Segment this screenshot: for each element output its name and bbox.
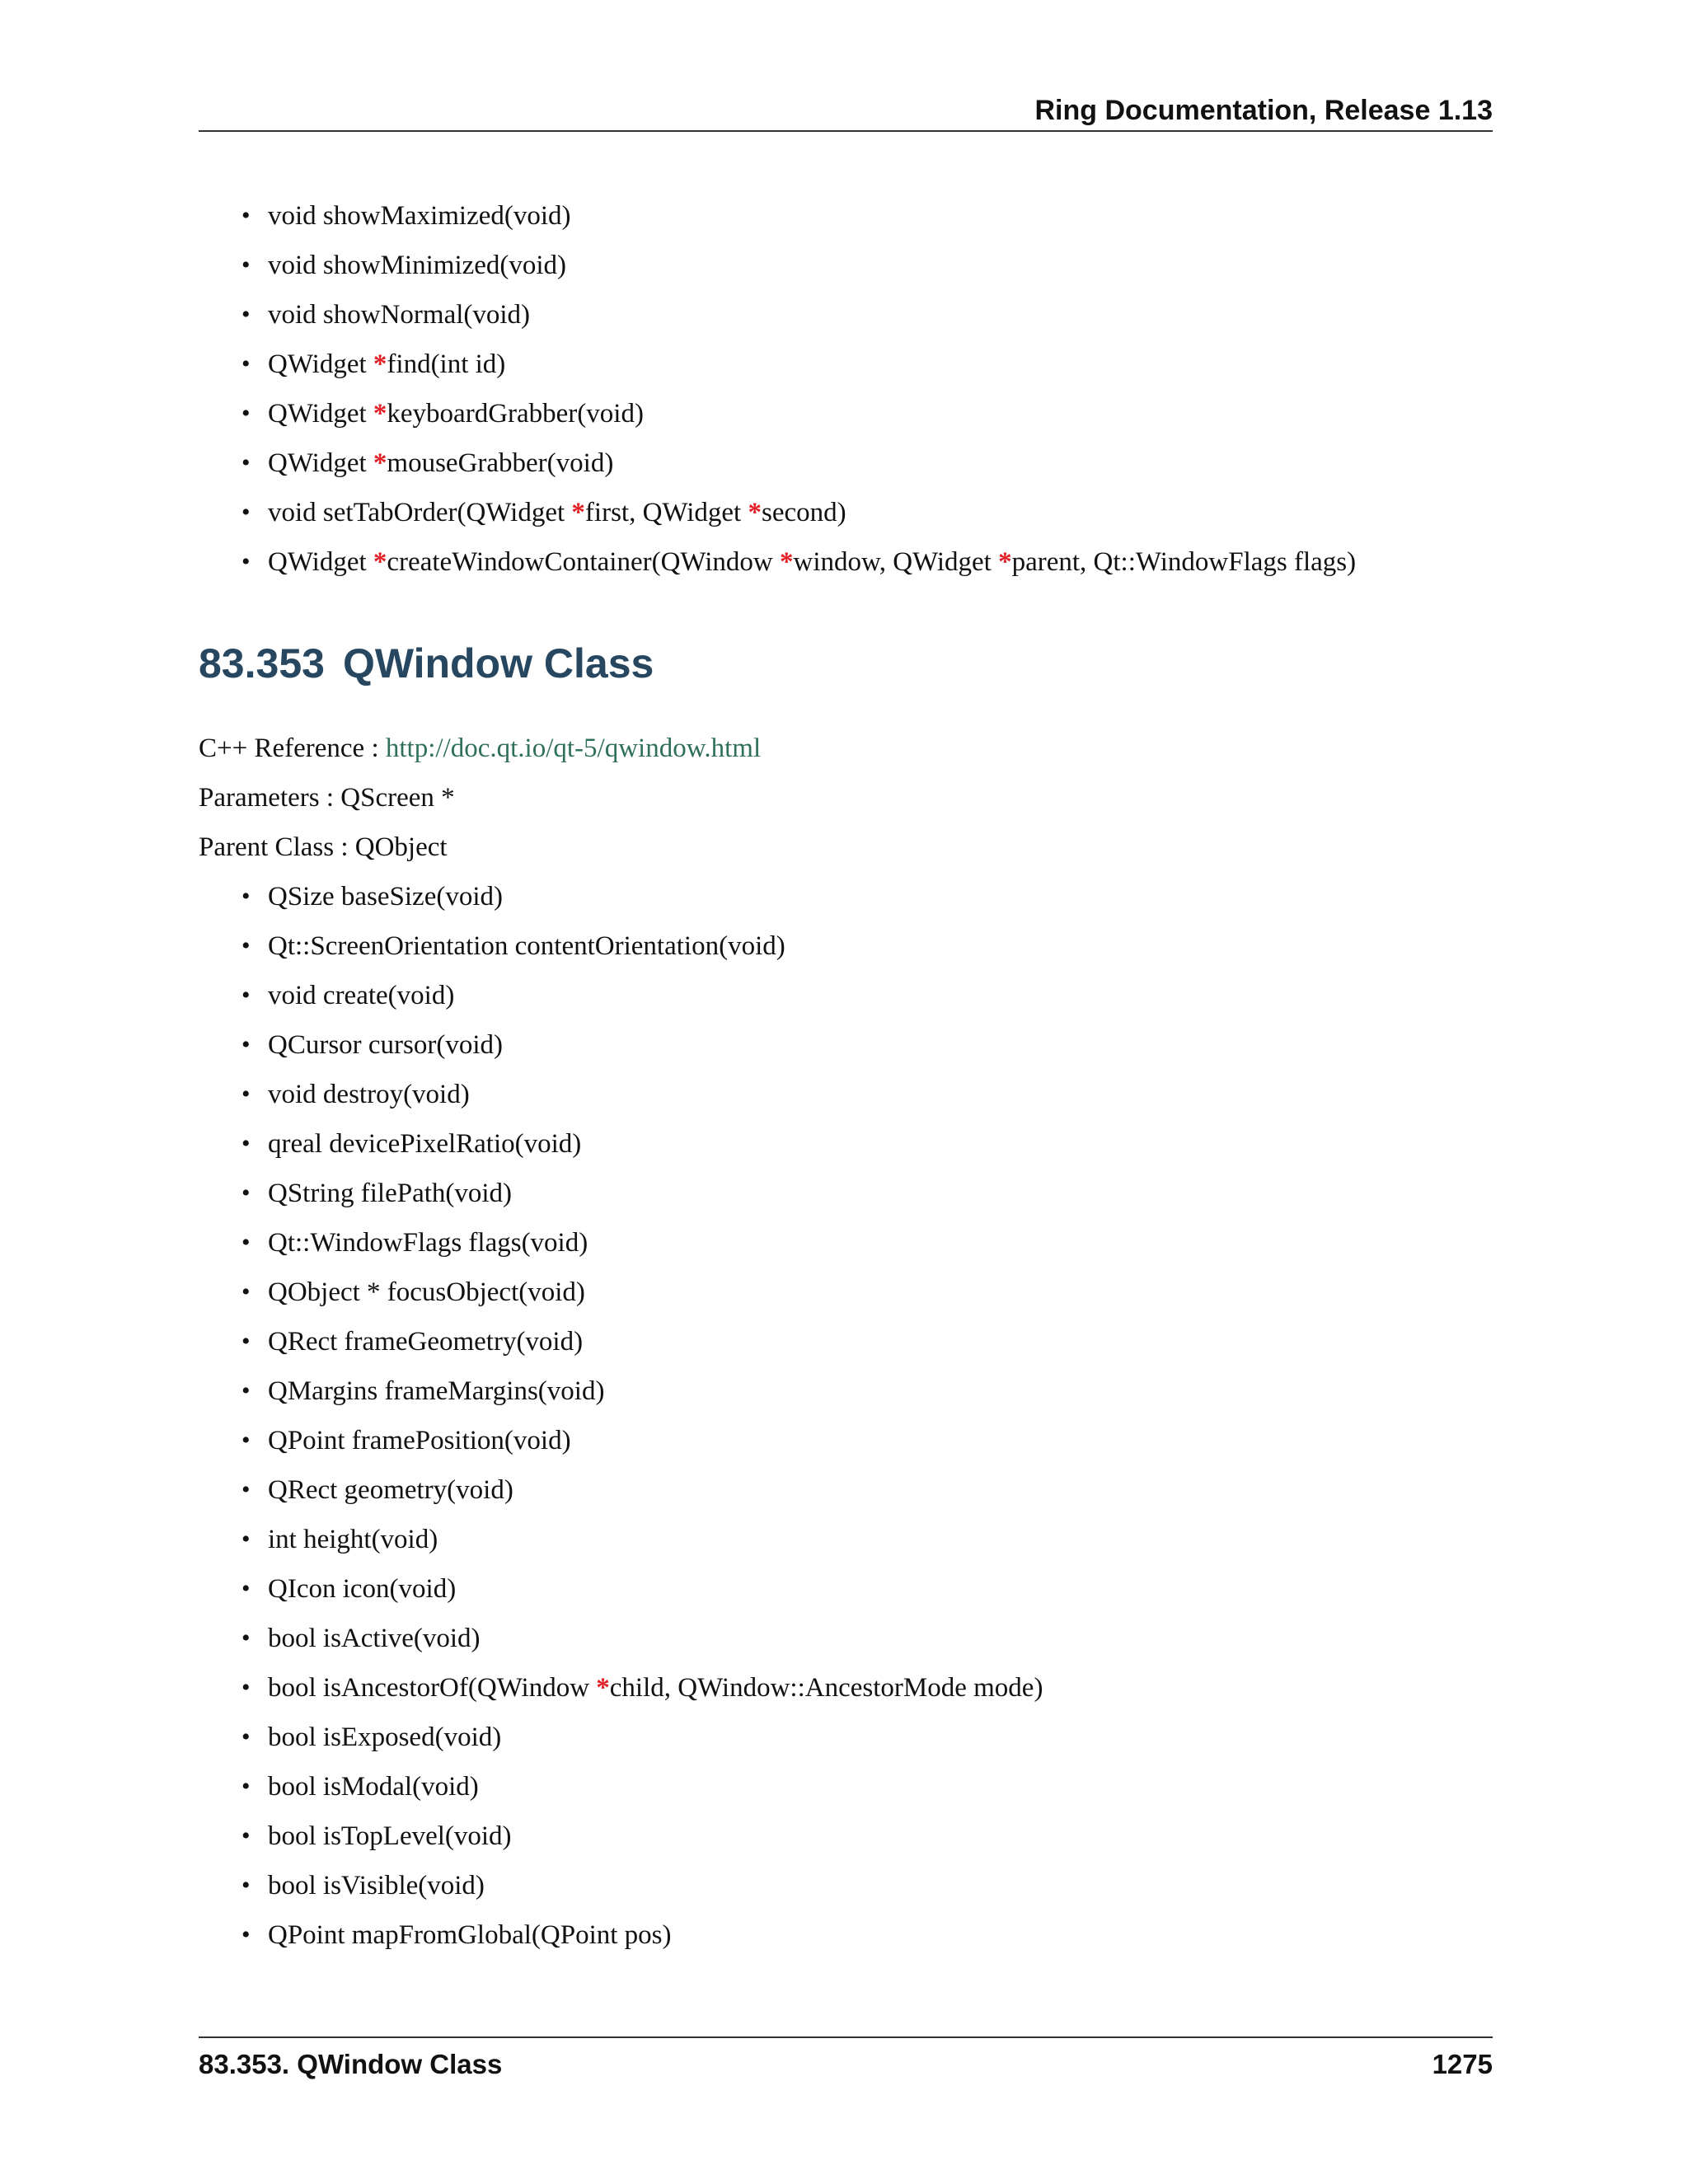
list-item-text: Qt::WindowFlags flags(void) bbox=[268, 1228, 588, 1258]
bullet-icon: • bbox=[241, 1229, 251, 1256]
list-item bbox=[199, 1564, 1493, 1614]
list-item bbox=[199, 1811, 1493, 1861]
list-item-text: child, QWindow::AncestorMode mode) bbox=[609, 1673, 1043, 1703]
bullet-icon: • bbox=[241, 1575, 251, 1602]
list-item-text: void showMaximized(void) bbox=[268, 201, 571, 231]
list-item bbox=[199, 488, 1493, 537]
list-item-text: QMargins frameMargins(void) bbox=[268, 1376, 605, 1406]
bullet-icon: • bbox=[241, 350, 251, 377]
list-item bbox=[199, 1762, 1493, 1811]
bullet-icon: • bbox=[241, 202, 251, 229]
list-item bbox=[199, 1465, 1493, 1515]
bullet-icon: • bbox=[241, 1278, 251, 1305]
bullet-icon: • bbox=[241, 1031, 251, 1058]
bullet-icon: • bbox=[241, 449, 251, 476]
cpp-reference-link[interactable]: http://doc.qt.io/qt-5/qwindow.html bbox=[385, 733, 762, 763]
list-item bbox=[199, 191, 1493, 241]
list-item-text: void showNormal(void) bbox=[268, 300, 531, 330]
bullet-icon: • bbox=[241, 1624, 251, 1652]
footer-page-number: 1275 bbox=[1432, 2049, 1493, 2079]
list-item-text: keyboardGrabber(void) bbox=[387, 399, 644, 429]
list-item-text: QRect frameGeometry(void) bbox=[268, 1327, 584, 1357]
method-list-qwindow bbox=[199, 872, 1493, 1960]
pointer-asterisk: * bbox=[373, 399, 387, 429]
bullet-icon: • bbox=[241, 400, 251, 427]
list-item bbox=[199, 1366, 1493, 1416]
list-item bbox=[199, 241, 1493, 290]
list-item-text: find(int id) bbox=[387, 349, 506, 379]
pointer-asterisk: * bbox=[596, 1673, 610, 1703]
bullet-icon: • bbox=[241, 1723, 251, 1750]
list-item-text: QSize baseSize(void) bbox=[268, 882, 503, 912]
list-item bbox=[199, 1416, 1493, 1465]
list-item-text: bool isAncestorOf(QWindow bbox=[268, 1673, 597, 1703]
list-item bbox=[199, 1713, 1493, 1762]
list-item-text: Qt::ScreenOrientation contentOrientation(void) bbox=[268, 931, 785, 961]
list-item-text: QPoint mapFromGlobal(QPoint pos) bbox=[268, 1920, 672, 1950]
list-item bbox=[199, 921, 1493, 971]
method-list-top bbox=[199, 191, 1493, 587]
parameters-line: Parameters : QScreen * bbox=[199, 783, 455, 813]
bullet-icon: • bbox=[241, 982, 251, 1009]
list-item-text: QString filePath(void) bbox=[268, 1179, 513, 1208]
running-header bbox=[199, 91, 1493, 132]
bullet-icon: • bbox=[241, 1526, 251, 1553]
list-item bbox=[199, 438, 1493, 488]
running-footer bbox=[199, 2036, 1493, 2084]
section-heading bbox=[199, 635, 654, 692]
bullet-icon: • bbox=[241, 1179, 251, 1207]
list-item-text: QIcon icon(void) bbox=[268, 1574, 457, 1604]
list-item-text: void showMinimized(void) bbox=[268, 251, 567, 280]
list-item bbox=[199, 1614, 1493, 1663]
list-item-text: QCursor cursor(void) bbox=[268, 1030, 504, 1060]
bullet-icon: • bbox=[241, 1476, 251, 1503]
list-item-text: bool isExposed(void) bbox=[268, 1722, 502, 1752]
bullet-icon: • bbox=[241, 1921, 251, 1948]
list-item-text: QWidget bbox=[268, 547, 373, 577]
list-item-text: mouseGrabber(void) bbox=[387, 448, 614, 478]
bullet-icon: • bbox=[241, 1080, 251, 1108]
list-item-text: window, QWidget bbox=[793, 547, 999, 577]
bullet-icon: • bbox=[241, 1377, 251, 1404]
list-item-text: QWidget bbox=[268, 448, 373, 478]
list-item-text: void create(void) bbox=[268, 981, 455, 1010]
list-item bbox=[199, 389, 1493, 438]
bullet-icon: • bbox=[241, 1328, 251, 1355]
pointer-asterisk: * bbox=[998, 547, 1012, 577]
footer-section: 83.353. QWindow Class bbox=[199, 2049, 503, 2079]
list-item bbox=[199, 1070, 1493, 1119]
pointer-asterisk: * bbox=[780, 547, 794, 577]
bullet-icon: • bbox=[241, 1773, 251, 1800]
cpp-reference-line bbox=[199, 724, 761, 773]
bullet-icon: • bbox=[241, 1674, 251, 1701]
pointer-asterisk: * bbox=[373, 448, 387, 478]
list-item-text: QWidget bbox=[268, 399, 373, 429]
list-item-text: QPoint framePosition(void) bbox=[268, 1426, 571, 1455]
pointer-asterisk: * bbox=[748, 498, 762, 527]
list-item bbox=[199, 1861, 1493, 1910]
list-item bbox=[199, 971, 1493, 1020]
list-item bbox=[199, 1268, 1493, 1317]
bullet-icon: • bbox=[241, 1872, 251, 1899]
bullet-icon: • bbox=[241, 1822, 251, 1849]
bullet-icon: • bbox=[241, 1427, 251, 1454]
section-number: 83.353 bbox=[199, 640, 325, 687]
list-item bbox=[199, 1515, 1493, 1564]
list-item bbox=[199, 1663, 1493, 1713]
list-item-text: void setTabOrder(QWidget bbox=[268, 498, 572, 527]
list-item bbox=[199, 340, 1493, 389]
list-item bbox=[199, 537, 1493, 587]
list-item bbox=[199, 1317, 1493, 1366]
bullet-icon: • bbox=[241, 883, 251, 910]
list-item-text: second) bbox=[761, 498, 846, 527]
header-title: Ring Documentation, Release 1.13 bbox=[1034, 95, 1493, 126]
pointer-asterisk: * bbox=[373, 349, 387, 379]
list-item-text: parent, Qt::WindowFlags flags) bbox=[1011, 547, 1357, 577]
list-item-text: first, QWidget bbox=[584, 498, 748, 527]
list-item bbox=[199, 1119, 1493, 1169]
bullet-icon: • bbox=[241, 548, 251, 575]
list-item-text: bool isModal(void) bbox=[268, 1772, 479, 1802]
bullet-icon: • bbox=[241, 932, 251, 959]
bullet-icon: • bbox=[241, 1130, 251, 1157]
list-item-text: void destroy(void) bbox=[268, 1080, 470, 1109]
bullet-icon: • bbox=[241, 251, 251, 279]
list-item-text: bool isVisible(void) bbox=[268, 1871, 485, 1900]
pointer-asterisk: * bbox=[571, 498, 585, 527]
list-item bbox=[199, 1020, 1493, 1070]
list-item-text: bool isActive(void) bbox=[268, 1624, 481, 1653]
list-item-text: QObject * focusObject(void) bbox=[268, 1277, 585, 1307]
bullet-icon: • bbox=[241, 301, 251, 328]
list-item-text: qreal devicePixelRatio(void) bbox=[268, 1129, 582, 1159]
list-item-text: QWidget bbox=[268, 349, 373, 379]
list-item bbox=[199, 1910, 1493, 1960]
pointer-asterisk: * bbox=[373, 547, 387, 577]
list-item bbox=[199, 290, 1493, 340]
section-title-text: QWindow Class bbox=[342, 640, 654, 687]
list-item-text: createWindowContainer(QWindow bbox=[387, 547, 781, 577]
bullet-icon: • bbox=[241, 499, 251, 526]
parent-class-line: Parent Class : QObject bbox=[199, 832, 448, 862]
list-item bbox=[199, 872, 1493, 921]
list-item bbox=[199, 1169, 1493, 1218]
list-item bbox=[199, 1218, 1493, 1268]
cpp-reference-label: C++ Reference : bbox=[199, 733, 386, 763]
list-item-text: int height(void) bbox=[268, 1525, 438, 1554]
list-item-text: bool isTopLevel(void) bbox=[268, 1821, 512, 1851]
list-item-text: QRect geometry(void) bbox=[268, 1475, 513, 1505]
